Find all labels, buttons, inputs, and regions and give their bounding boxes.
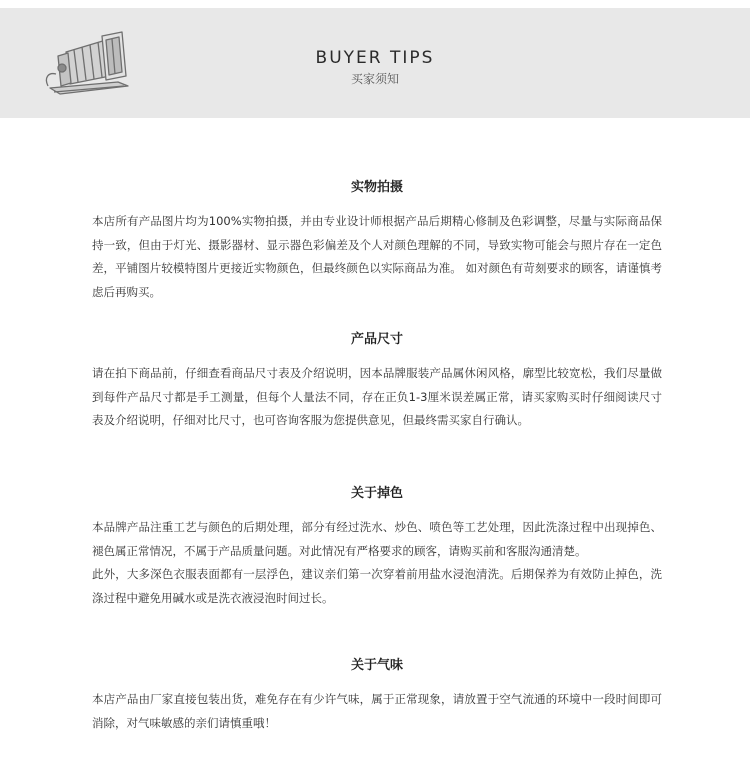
section-odor — [92, 658, 662, 735]
section-title: 产品尺寸 — [350, 332, 403, 347]
section-body — [92, 210, 662, 304]
section-paragraph: 请在拍下商品前，仔细查看商品尺寸表及介绍说明，因本品牌服装产品属休闲风格，廓型比较宽松，我们尽量做到每件产品尺寸都是手工测量，但每个人量法不同，存在正负1-3厘米误差属正常，请买家购买时仔细阅读尺寸表及介绍说明，仔细对比尺寸，也可咨询客服为您提供意见，但最终需买家自行确认。 — [92, 366, 662, 427]
section-body — [92, 362, 662, 433]
section-body — [92, 516, 662, 610]
header-banner — [0, 8, 750, 118]
section-color-fading — [92, 486, 662, 610]
section-paragraph: 本店产品由厂家直接包装出货，难免存在有少许气味，属于正常现象，请放置于空气流通的环境中一段时间即可消除，对气味敏感的亲们请慎重哦！ — [92, 692, 662, 730]
banner-title: BUYER TIPS — [315, 48, 435, 68]
section-paragraph: 本店所有产品图片均为100%实物拍摄，并由专业设计师根据产品后期精心修制及色彩调整，尽量与实际商品保持一致，但由于灯光、摄影器材、显示器色彩偏差及个人对颜色理解的不同，导致实物可能会与照片存在一定色差，平铺图片较模特图片更接近实物颜色，但最终颜色以实际商品为准。 如对颜色有苛刻要求的顾客，请谨慎考虑后再购买。 — [92, 214, 662, 299]
section-title: 实物拍摄 — [350, 180, 403, 195]
section-body — [92, 688, 662, 735]
banner-subtitle: 买家须知 — [350, 72, 399, 86]
section-title: 关于掉色 — [350, 486, 403, 501]
section-title: 关于气味 — [350, 658, 403, 673]
section-paragraph: 本品牌产品注重工艺与颜色的后期处理，部分有经过洗水、炒色、喷色等工艺处理，因此洗涤过程中出现掉色、褪色属正常情况，不属于产品质量问题。对此情况有严格要求的顾客，请购买前和客服沟通清楚。 — [92, 520, 662, 558]
section-size — [92, 332, 662, 433]
section-photography — [92, 180, 662, 304]
section-paragraph: 此外，大多深色衣服表面都有一层浮色，建议亲们第一次穿着前用盐水浸泡清洗。后期保养为有效防止掉色，洗涤过程中避免用碱水或是洗衣液浸泡时间过长。 — [92, 567, 662, 605]
